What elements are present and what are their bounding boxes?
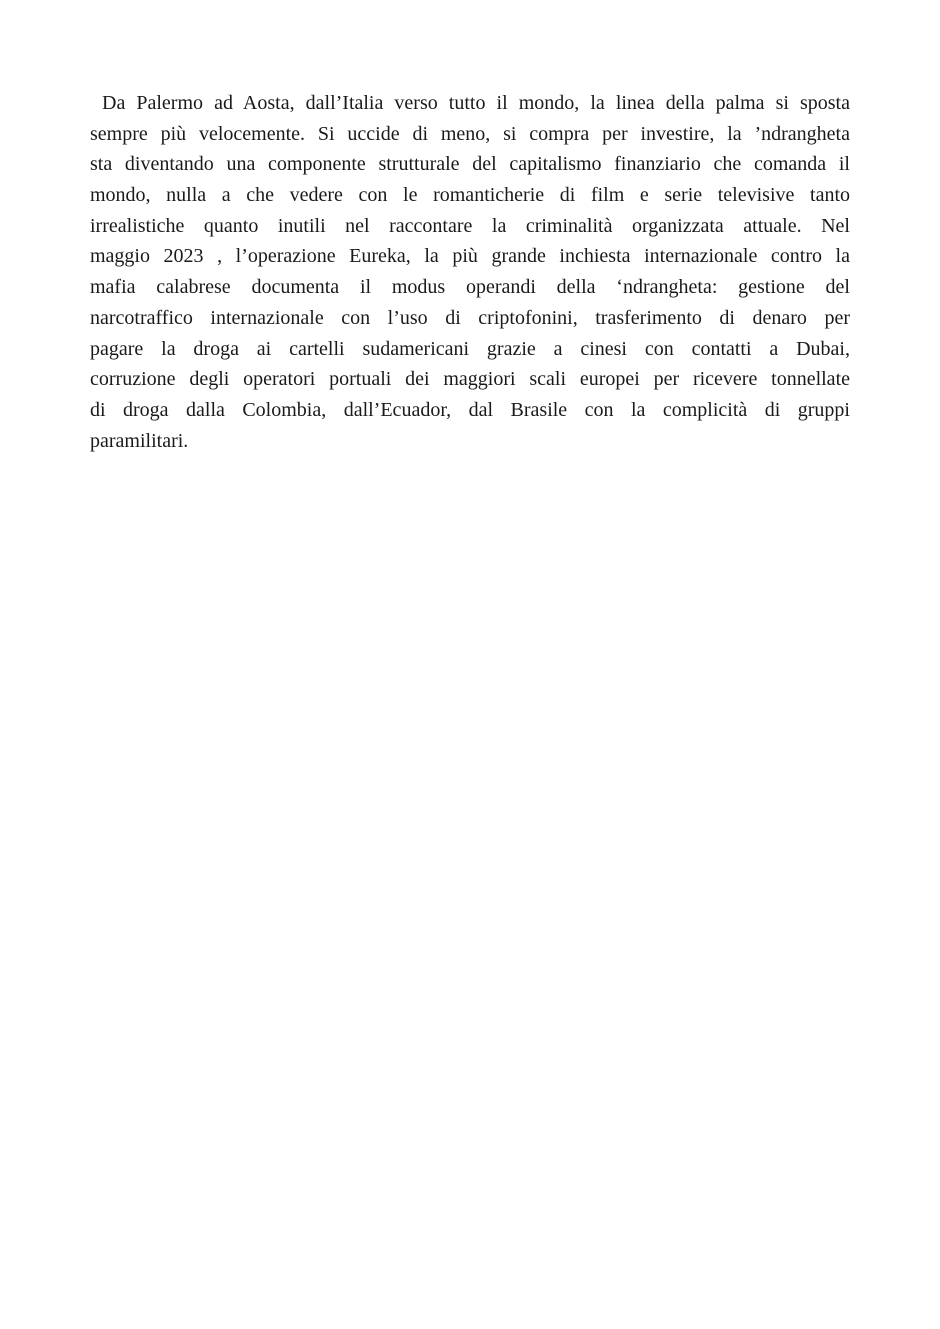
paragraph-line-12: paramilitari. [90, 429, 189, 452]
paragraph-line-2: sempre più velocemente. Si uccide di meno, si compra per investire, la ’ndrangheta [90, 122, 850, 145]
paragraph-line-3: sta diventando una componente strutturale del capitalismo finanziario che comanda il [90, 153, 850, 176]
paragraph-line-7: mafia calabrese documenta il modus operandi della ‘ndrangheta: gestione del [90, 276, 850, 299]
paragraph-line-8: narcotraffico internazionale con l’uso di criptofonini, trasferimento di denaro per [90, 306, 850, 329]
body-paragraph [90, 88, 850, 456]
paragraph-line-6: maggio 2023 , l’operazione Eureka, la più grande inchiesta internazionale contro la [90, 245, 850, 268]
paragraph-line-5: irrealistiche quanto inutili nel raccontare la criminalità organizzata attuale. Nel [90, 214, 850, 237]
paragraph-line-1: Da Palermo ad Aosta, dall’Italia verso tutto il mondo, la linea della palma si sposta [102, 92, 850, 114]
paragraph-line-10: corruzione degli operatori portuali dei maggiori scali europei per ricevere tonnellate [90, 368, 850, 391]
paragraph-line-9: pagare la droga ai cartelli sudamericani grazie a cinesi con contatti a Dubai, [90, 337, 850, 360]
paragraph-line-4: mondo, nulla a che vedere con le romanticherie di film e serie televisive tanto [90, 184, 850, 207]
paragraph-line-11: di droga dalla Colombia, dall’Ecuador, dal Brasile con la complicità di gruppi [90, 398, 850, 421]
